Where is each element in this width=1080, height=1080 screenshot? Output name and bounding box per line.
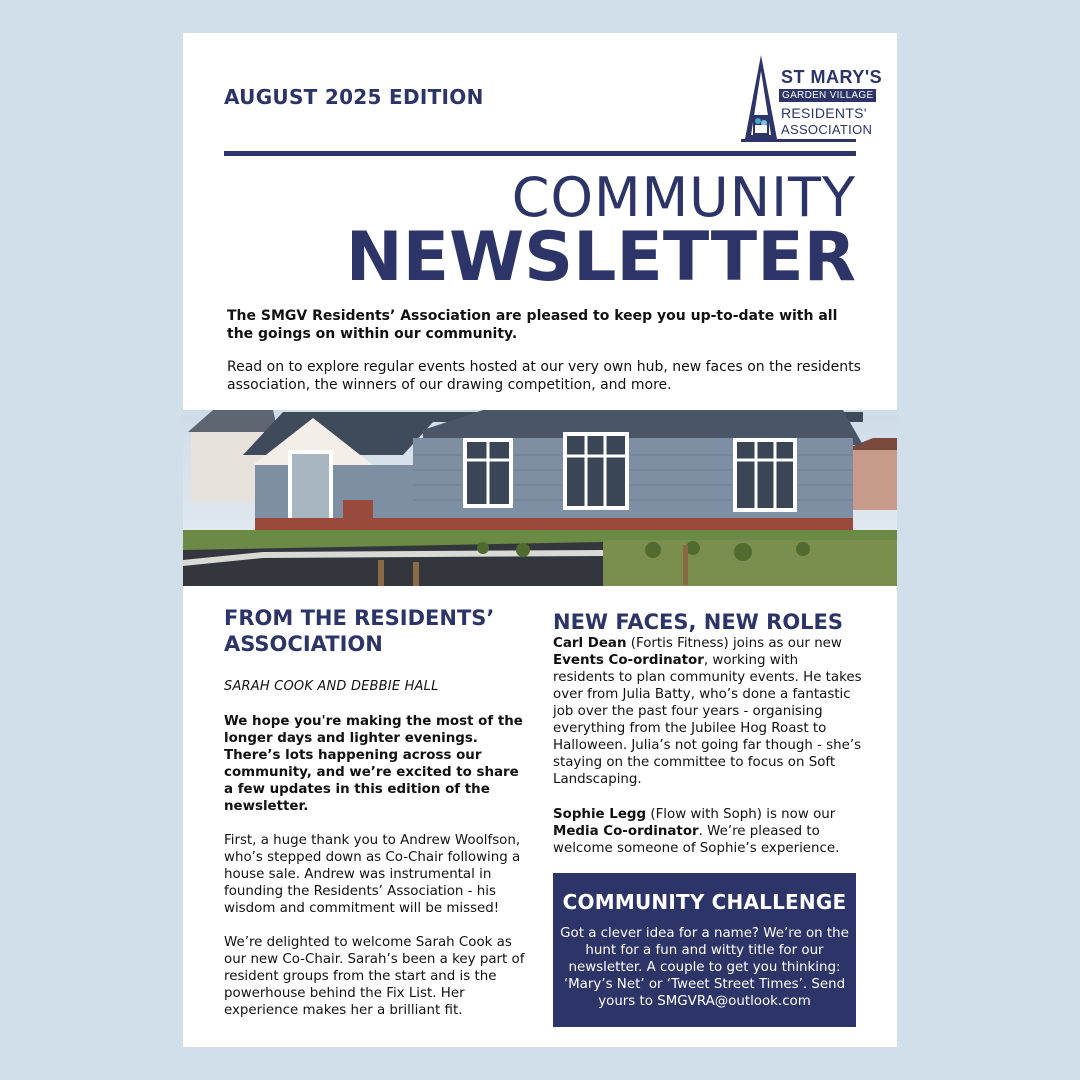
logo-line-2: GARDEN VILLAGE	[779, 89, 876, 102]
text-fragment: (Flow with Soph) is now our	[646, 807, 836, 822]
role-events-coordinator: Events Co-ordinator	[553, 653, 704, 668]
logo-underline	[741, 139, 856, 142]
new-faces-section	[553, 609, 863, 857]
section-paragraph-2: We’re delighted to welcome Sarah Cook as our new Co-Chair. Sarah’s been a key part of resident groups from the start and is the powerhouse behind the Fix List. Her experience makes her a brilliant fit.	[224, 935, 525, 1018]
church-spire-icon	[741, 53, 781, 141]
role-media-coordinator: Media Co-ordinator	[553, 824, 699, 839]
challenge-title: COMMUNITY CHALLENGE	[562, 890, 847, 914]
challenge-body: Got a clever idea for a name? We’re on the hunt for a fun and witty title for our newsletter. A couple to get you thinking: ‘Mary’s Net’ or ‘Tweet Street Times’. Send yours to SMGVRA@outlook.com	[560, 926, 849, 1009]
section-heading-new-faces: NEW FACES, NEW ROLES	[553, 610, 844, 634]
new-faces-paragraph-2	[553, 806, 863, 857]
newsletter-page	[183, 33, 897, 1047]
edition-label: AUGUST 2025 EDITION	[224, 85, 484, 109]
community-hub-photo	[183, 410, 897, 586]
title-community: COMMUNITY	[511, 166, 856, 229]
residents-association-section	[224, 605, 529, 1019]
title-newsletter: NEWSLETTER	[345, 218, 856, 297]
new-faces-paragraph-1	[553, 635, 863, 788]
section-paragraph-1: First, a huge thank you to Andrew Woolfson, who’s stepped down as Co-Chair following a house sale. Andrew was instrumental in founding the Residents’ Association - his wisdom and commitment will be missed!	[224, 833, 521, 916]
section-byline: SARAH COOK AND DEBBIE HALL	[224, 679, 439, 694]
section-lead: We hope you're making the most of the longer days and lighter evenings. There’s lots happening across our community, and we’re excited to share a few updates in this edition of the newsletter.	[224, 714, 523, 814]
intro-text: Read on to explore regular events hosted at our very own hub, new faces on the residents association, the winners of our drawing competition, and more.	[227, 359, 861, 393]
text-fragment: , working with residents to plan community events. He takes over from Julia Batty, who’s done a fantastic job over the past four years - organising everything from the Jubilee Hog Roast to Halloween. Julia’s not going far though - she’s staying on the committee to focus on Soft Landscaping.	[553, 653, 862, 787]
person-name-carl: Carl Dean	[553, 636, 627, 651]
logo-line-3: RESIDENTS'	[781, 105, 867, 121]
logo-line-1: ST MARY'S	[781, 67, 883, 87]
header-divider	[224, 151, 856, 156]
residents-association-logo	[741, 53, 883, 143]
text-fragment: . We’re pleased to welcome someone of Sophie’s experience.	[553, 824, 840, 856]
logo-line-4: ASSOCIATION	[781, 122, 873, 137]
intro-lead: The SMGV Residents’ Association are pleased to keep you up-to-date with all the goings on within our community.	[227, 308, 838, 342]
person-name-sophie: Sophie Legg	[553, 807, 647, 822]
text-fragment: (Fortis Fitness) joins as our new	[626, 636, 842, 651]
section-heading-residents: FROM THE RESIDENTS’ ASSOCIATION	[224, 606, 495, 656]
community-challenge-box	[553, 873, 856, 1027]
